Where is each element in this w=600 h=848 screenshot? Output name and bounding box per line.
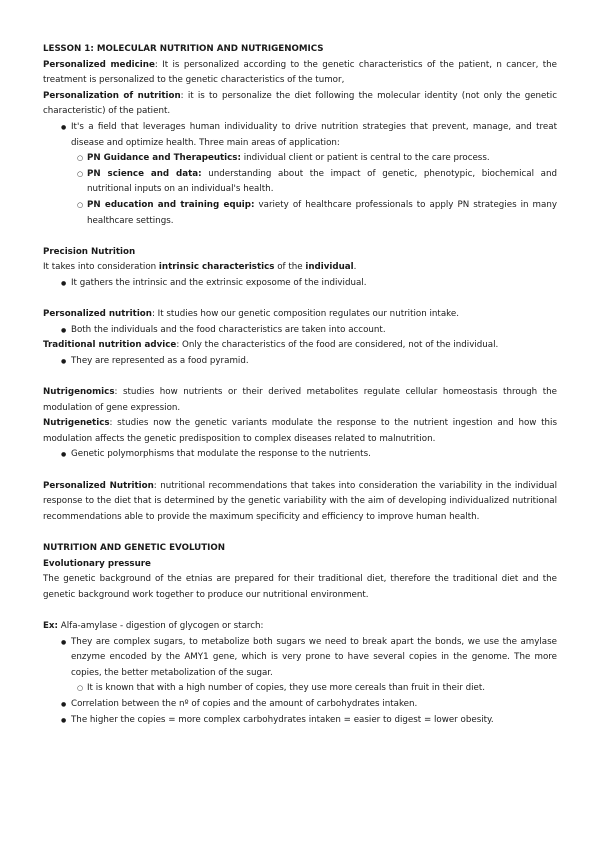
traditional-advice-paragraph	[43, 338, 557, 354]
spacer	[43, 463, 557, 479]
pers-nutrition-def-paragraph	[43, 479, 557, 526]
nutrigenomics-text: : studies how nutrients or their derived metabolites regulate cellular homeostasis through the modulation of gene expression.	[43, 387, 557, 413]
area-term: PN science and data:	[87, 168, 202, 179]
example-sub-list	[71, 681, 557, 697]
nutrigenomics-paragraph	[43, 385, 557, 416]
list-item	[71, 151, 557, 167]
area-term: PN education and training equip:	[87, 199, 255, 210]
list-item: ● They are represented as a food pyramid.	[55, 354, 557, 370]
area-text: individual client or patient is central to the care process.	[240, 153, 490, 164]
nutrigenomics-term: Nutrigenomics	[43, 387, 115, 398]
pers-nutrition-paragraph	[43, 89, 557, 120]
pers-nutrition-text: : it is to personalize the diet following the molecular identity (not only the genetic characteristic) of the patient.	[43, 90, 557, 117]
precision-bold: individual	[305, 262, 354, 273]
list-item: ● It gathers the intrinsic and the extrinsic exposome of the individual.	[55, 276, 557, 292]
pers-medicine-paragraph	[43, 58, 557, 89]
pers-nutrition-bullet: It's a field that leverages human individuality to drive nutrition strategies that prevent, manage, and treat disease and optimize health. Three main areas of application:	[71, 121, 557, 148]
list-item	[55, 120, 557, 229]
example-line	[43, 619, 557, 635]
nutrigenetics-text: : studies now the genetic variants modulate the response to the nutrient ingestion and how this modulation affects the genetic predisposition to complex diseases related to malnutrition.	[43, 418, 557, 444]
traditional-advice-list	[55, 354, 557, 370]
area-text: variety of healthcare professionals to apply PN strategies in many healthcare settings.	[87, 199, 557, 226]
example-bullet-1: They are complex sugars, to metabolize both sugars we need to break apart the bonds, we use the amylase enzyme encoded by the AMY1 gene, which is very prone to have several copies in the genome. The more copies, the better metabolization of the sugar.	[71, 636, 557, 678]
list-item	[71, 167, 557, 198]
application-areas-list	[71, 151, 557, 229]
list-item	[71, 198, 557, 229]
precision-text: .	[353, 262, 357, 273]
list-item: ● The higher the copies = more complex carbohydrates intaken = easier to digest = lower obesity.	[55, 713, 557, 729]
list-item: ○ It is known that with a high number of copies, they use more cereals than fruit in their diet.	[71, 681, 557, 697]
list-item: ● Correlation between the nº of copies and the amount of carbohydrates intaken.	[55, 697, 557, 713]
section2-subheading: Evolutionary pressure	[43, 558, 151, 569]
precision-text: It takes into consideration	[43, 262, 159, 273]
nutrigenetics-list	[55, 447, 557, 463]
precision-paragraph	[43, 260, 557, 276]
nutrigenetics-paragraph	[43, 416, 557, 447]
personalized-nutrition-term: Personalized nutrition	[43, 309, 152, 320]
list-item: ● Genetic polymorphisms that modulate the response to the nutrients.	[55, 447, 557, 463]
pers-nutrition-def-text: : nutritional recommendations that takes into consideration the variability in the individual response to the diet that is determined by the genetic variability with the aim of developing individualized nutritional recommendations able to provide the maximum specificity and efficiency to improve human health.	[43, 480, 557, 522]
precision-heading: Precision Nutrition	[43, 246, 136, 257]
nutrigenetics-term: Nutrigenetics	[43, 418, 110, 429]
pers-nutrition-def-term: Personalized Nutrition	[43, 480, 154, 491]
traditional-advice-term: Traditional nutrition advice	[43, 340, 177, 351]
example-text: Alfa-amylase - digestion of glycogen or starch:	[58, 620, 264, 631]
area-text: understanding about the impact of genetic, phenotypic, biochemical and nutritional inputs on an individual's health.	[87, 168, 557, 195]
spacer	[43, 603, 557, 619]
spacer	[43, 229, 557, 245]
precision-list	[55, 276, 557, 292]
lesson-title: LESSON 1: MOLECULAR NUTRITION AND NUTRIGENOMICS	[43, 44, 324, 54]
spacer	[43, 292, 557, 308]
traditional-advice-text: : Only the characteristics of the food are considered, not of the individual.	[176, 340, 499, 351]
section2-heading: NUTRITION AND GENETIC EVOLUTION	[43, 543, 226, 553]
pers-medicine-term: Personalized medicine	[43, 59, 155, 70]
list-item: ● Both the individuals and the food characteristics are taken into account.	[55, 323, 557, 339]
personalized-nutrition-text: : It studies how our genetic composition regulates our nutrition intake.	[151, 309, 459, 320]
spacer	[43, 525, 557, 541]
precision-bold: intrinsic characteristics	[158, 262, 275, 273]
list-item	[55, 635, 557, 697]
example-list	[55, 635, 557, 729]
pers-medicine-text: : It is personalized according to the genetic characteristics of the patient, n cancer, the treatment is personalized to the genetic characteristics of the tumor,	[43, 59, 557, 86]
precision-text: of the	[274, 262, 306, 273]
example-label: Ex:	[43, 620, 59, 631]
area-term: PN Guidance and Therapeutics:	[87, 153, 241, 164]
personalized-nutrition-list	[55, 323, 557, 339]
personalized-nutrition-paragraph	[43, 307, 557, 323]
section2-paragraph: The genetic background of the etnias are prepared for their traditional diet, therefore the traditional diet and the genetic background work together to produce our nutritional environment.	[43, 574, 557, 600]
pers-nutrition-term: Personalization of nutrition	[43, 90, 181, 101]
pers-nutrition-list	[55, 120, 557, 229]
spacer	[43, 369, 557, 385]
